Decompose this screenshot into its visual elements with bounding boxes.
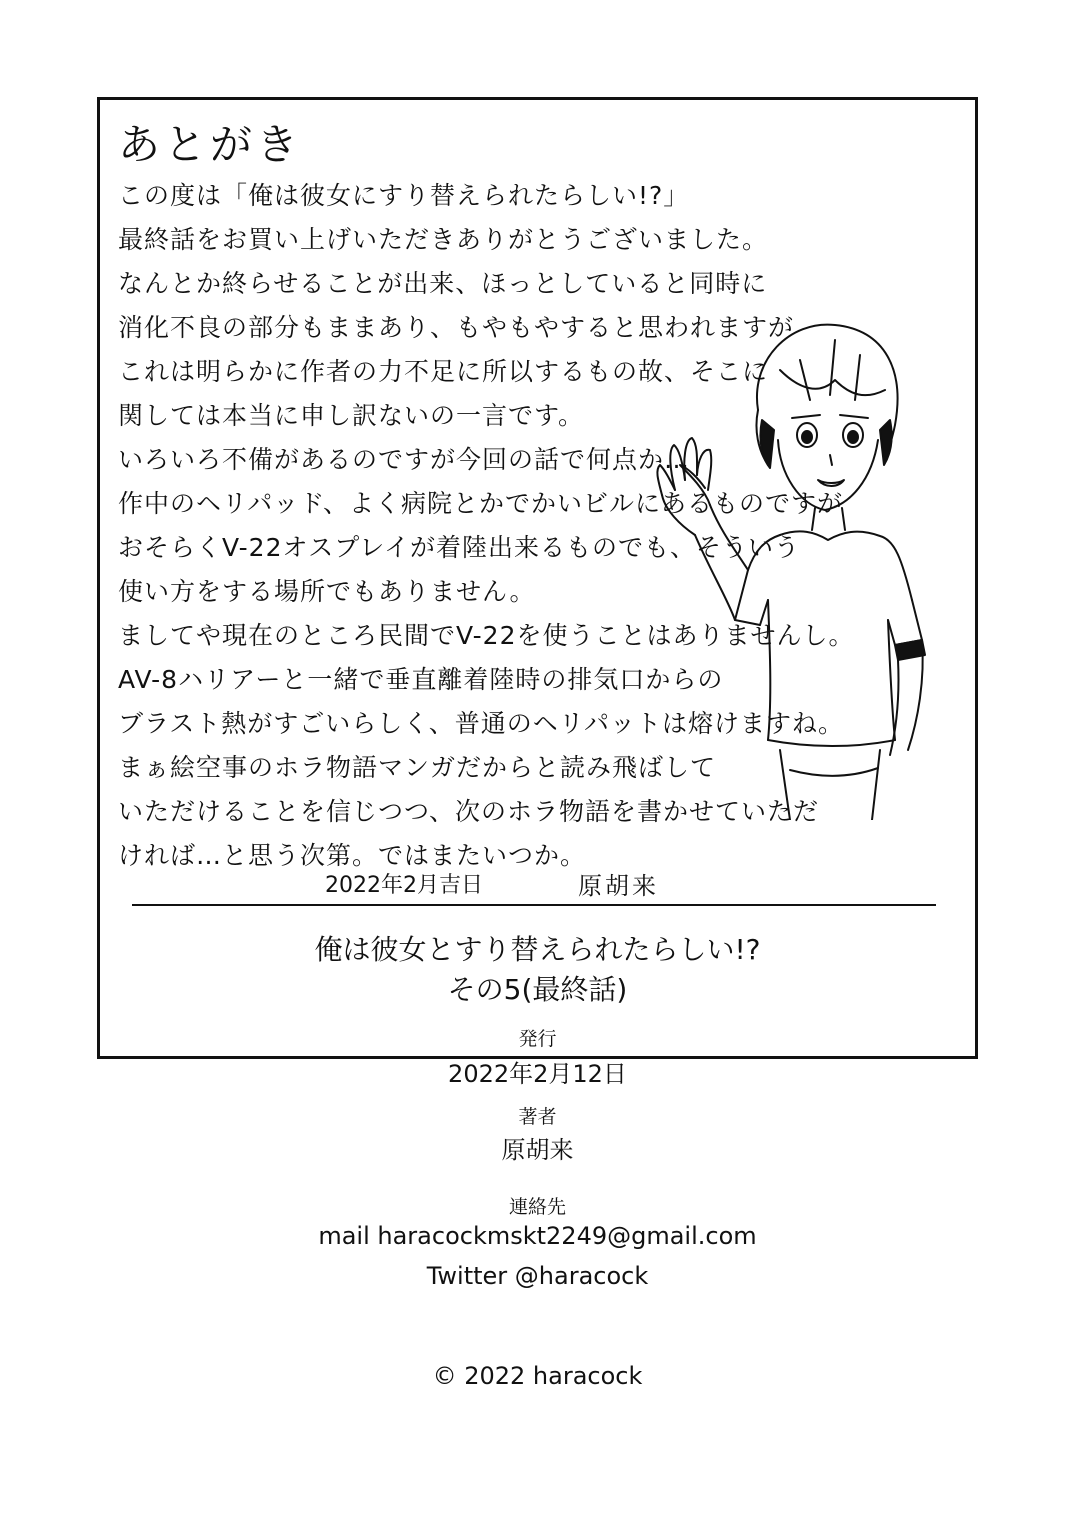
afterword-line-8: 作中のヘリパッド、よく病院とかでかいビルにあるものですが: [118, 489, 844, 518]
afterword-line-16: ければ…と思う次第。ではまたいつか。: [118, 841, 587, 870]
afterword-date: 2022年2月吉日: [325, 873, 483, 898]
book-title: 俺は彼女とすり替えられたらしい!?: [314, 933, 761, 966]
issue-date: 2022年2月12日: [448, 1060, 627, 1088]
afterword-line-4: 消化不良の部分もままあり、もやもやすると思われますが: [118, 313, 795, 342]
afterword-line-14: まぁ絵空事のホラ物語マンガだからと読み飛ばして: [118, 753, 717, 782]
girl-waving-illustration: [650, 300, 950, 820]
afterword-line-13: ブラスト熱がすごいらしく、普通のヘリパットは熔けますね。: [118, 709, 845, 738]
contact-mail: mail haracockmskt2249@gmail.com: [318, 1222, 757, 1250]
afterword-line-10: 使い方をする場所でもありません。: [118, 577, 536, 606]
author-name: 原胡来: [501, 1136, 574, 1164]
afterword-line-15: いただけることを信じつつ、次のホラ物語を書かせていただ: [118, 797, 820, 826]
afterword-line-9: おそらくV-22オスプレイが着陸出来るものでも、そういう: [118, 533, 800, 562]
afterword-line-2: 最終話をお買い上げいただきありがとうございました。: [118, 225, 769, 254]
author-label: 著者: [518, 1106, 557, 1128]
section-divider: [132, 904, 936, 906]
afterword-line-6: 関しては本当に申し訳ないの一言です。: [118, 401, 585, 430]
afterword-line-5: これは明らかに作者の力不足に所以するもの故、そこに: [118, 357, 769, 386]
afterword-line-11: ましてや現在のところ民間でV-22を使うことはありませんし。: [118, 621, 855, 650]
copyright: © 2022 haracock: [432, 1362, 643, 1390]
contact-twitter: Twitter @haracock: [426, 1262, 649, 1290]
issue-label: 発行: [518, 1028, 557, 1050]
afterword-line-7: いろいろ不備があるのですが今回の話で何点か…: [118, 445, 691, 474]
contact-label: 連絡先: [508, 1196, 566, 1218]
afterword-signature: 原胡来: [578, 872, 659, 900]
afterword-line-1: この度は「俺は彼女にすり替えられたらしい!?」: [118, 181, 690, 210]
afterword-line-12: AV-8ハリアーと一緒で垂直離着陸時の排気口からの: [118, 665, 724, 694]
afterword-title: あとがき: [118, 120, 303, 169]
book-subtitle: その5(最終話): [447, 973, 628, 1006]
afterword-line-3: なんとか終らせることが出来、ほっとしていると同時に: [118, 269, 768, 298]
